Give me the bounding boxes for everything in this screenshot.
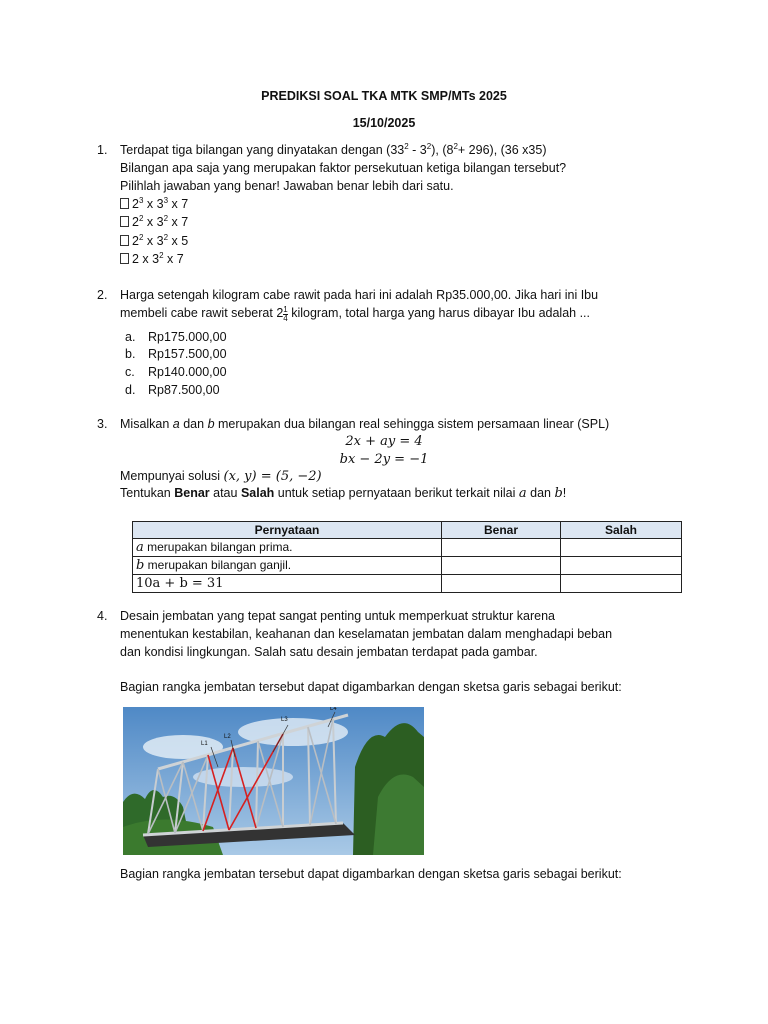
header-benar: Benar	[442, 522, 561, 539]
q1-line2: Bilangan apa saja yang merupakan faktor persekutuan ketiga bilangan tersebut?	[120, 161, 567, 175]
q1-line1: Terdapat tiga bilangan yang dinyatakan dengan $(33^2 - 3^2)$, $(8^2+ 296)$, (36 x35)	[120, 141, 547, 157]
equation-1: 2x + ay = 4	[345, 434, 423, 449]
q2-option-c-label: c.	[125, 365, 135, 379]
q2-option-d[interactable]: Rp87.500,00	[148, 383, 220, 397]
salah-cell[interactable]	[561, 575, 682, 593]
checkbox-icon[interactable]	[120, 198, 129, 209]
table-row	[133, 575, 682, 593]
q4-line3: dan kondisi lingkungan. Salah satu desain jembatan terdapat pada gambar.	[120, 645, 538, 659]
statement-table	[132, 521, 682, 593]
q3-line1: Misalkan a dan b merupakan dua bilangan real sehingga sistem persamaan linear (SPL)	[120, 417, 610, 431]
fraction: $\frac{1}{4}$	[283, 305, 288, 323]
label-l1: L1	[201, 741, 208, 747]
header-salah: Salah	[561, 522, 682, 539]
salah-cell[interactable]	[561, 557, 682, 575]
q1-option-4[interactable]: 2 x $3^2$ x 7	[120, 252, 184, 266]
equation-2: bx − 2y = −1	[339, 452, 429, 467]
checkbox-icon[interactable]	[120, 253, 129, 264]
q3-line4: Mempunyai solusi (x, y) = (5, −2)	[120, 469, 322, 484]
q2-option-c[interactable]: Rp140.000,00	[148, 365, 227, 379]
q4-number: 4.	[97, 609, 108, 623]
q2-option-d-label: d.	[125, 383, 136, 397]
table-row	[133, 557, 682, 575]
q4-line4: Bagian rangka jembatan tersebut dapat digambarkan dengan sketsa garis sebagai berikut:	[120, 680, 622, 694]
q1-number: 1.	[97, 143, 108, 157]
bridge-illustration	[123, 707, 424, 855]
q4-line5: Bagian rangka jembatan tersebut dapat digambarkan dengan sketsa garis sebagai berikut:	[120, 867, 622, 881]
page-date: 15/10/2025	[352, 116, 416, 130]
salah-cell[interactable]	[561, 539, 682, 557]
q1-line3: Pilihlah jawaban yang benar! Jawaban benar lebih dari satu.	[120, 179, 454, 193]
q2-option-a-label: a.	[125, 330, 136, 344]
q3-number: 3.	[97, 417, 108, 431]
q2-option-b[interactable]: Rp157.500,00	[148, 347, 227, 361]
q2-line2: membeli cabe rawit seberat 2 $\frac{1}{4}$ kilogram, total harga yang harus dibayar Ibu adalah ...	[120, 305, 590, 323]
checkbox-icon[interactable]	[120, 216, 129, 227]
q1-option-2[interactable]: $2^2$ x $3^2$ x 7	[120, 215, 188, 229]
q1-option-1[interactable]: $2^3$ x $3^3$ x 7	[120, 197, 188, 211]
benar-cell[interactable]	[442, 575, 561, 593]
q4-line1: Desain jembatan yang tepat sangat penting untuk memperkuat struktur karena	[120, 609, 555, 623]
benar-cell[interactable]	[442, 539, 561, 557]
label-l4: L4	[330, 707, 337, 712]
checkbox-icon[interactable]	[120, 235, 129, 246]
benar-cell[interactable]	[442, 557, 561, 575]
table-header-row	[133, 522, 682, 539]
bridge-photo	[123, 707, 424, 855]
statement-cell: 10a + b = 31	[133, 575, 442, 593]
table-row	[133, 539, 682, 557]
statement-cell: a merupakan bilangan prima.	[133, 539, 442, 557]
header-pernyataan: Pernyataan	[133, 522, 442, 539]
label-l2: L2	[224, 734, 231, 740]
q1-option-3[interactable]: $2^2$ x $3^2$ x 5	[120, 234, 188, 248]
label-l3: L3	[281, 717, 288, 723]
q2-line1: Harga setengah kilogram cabe rawit pada hari ini adalah Rp35.000,00. Jika hari ini Ibu	[120, 288, 599, 302]
q3-line5: Tentukan Benar atau Salah untuk setiap pernyataan berikut terkait nilai a dan b!	[120, 486, 567, 501]
statement-cell: b merupakan bilangan ganjil.	[133, 557, 442, 575]
q2-number: 2.	[97, 288, 108, 302]
page-title: PREDIKSI SOAL TKA MTK SMP/MTs 2025	[261, 89, 507, 103]
q2-option-a[interactable]: Rp175.000,00	[148, 330, 227, 344]
q4-line2: menentukan kestabilan, keahanan dan keselamatan jembatan dalam menghadapi beban	[120, 627, 613, 641]
q2-option-b-label: b.	[125, 347, 136, 361]
